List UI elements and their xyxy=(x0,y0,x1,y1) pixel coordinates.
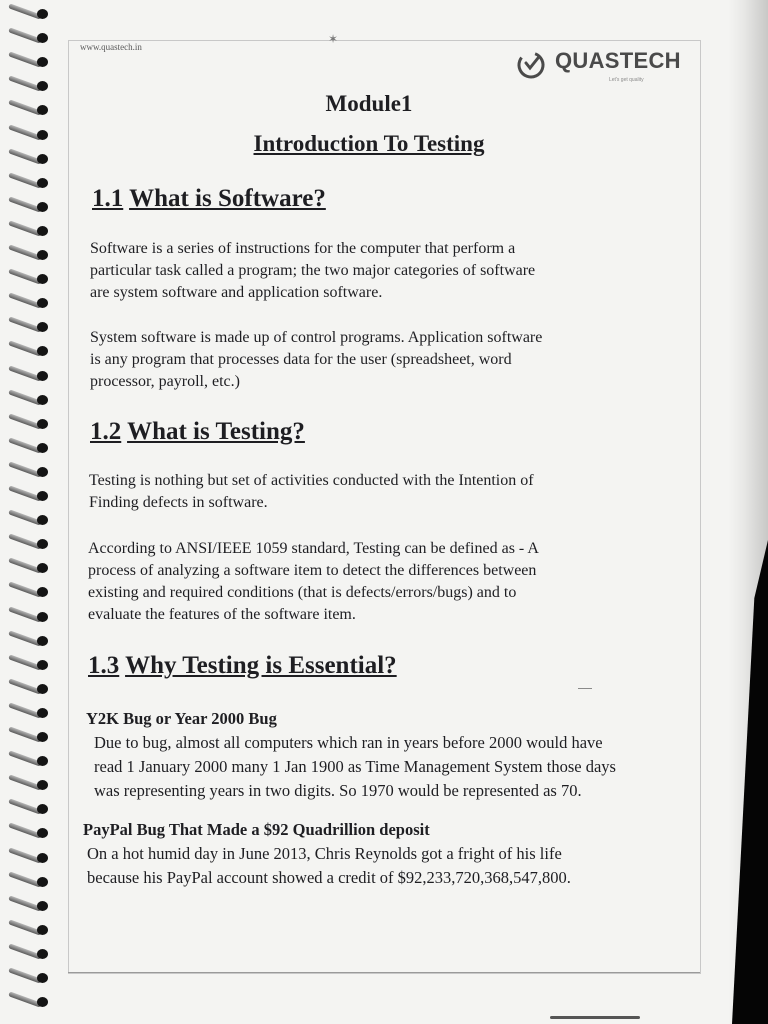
spiral-coil-icon xyxy=(8,54,52,66)
section-title: Why Testing is Essential? xyxy=(125,652,397,679)
quastech-logo-icon xyxy=(515,49,547,81)
punch-hole xyxy=(37,322,48,332)
section-number: 1.3 xyxy=(88,652,120,679)
page-scuff xyxy=(550,1016,640,1019)
spiral-coil-icon xyxy=(8,874,52,886)
punch-hole xyxy=(37,81,48,91)
text-line: Due to bug, almost all computers which ran in years before 2000 would have xyxy=(94,733,603,752)
spiral-coil-icon xyxy=(8,609,52,621)
spiral-coil-icon xyxy=(8,922,52,934)
spiral-coil-icon xyxy=(8,994,52,1006)
paragraph-system-software xyxy=(90,327,700,393)
punch-hole xyxy=(37,587,48,597)
spiral-coil-icon xyxy=(8,753,52,765)
website-url: www.quastech.in xyxy=(80,42,142,52)
text-line: Software is a series of instructions for the computer that perform a xyxy=(90,240,516,257)
punch-hole xyxy=(37,467,48,477)
text-line: because his PayPal account showed a credit of $92,233,720,368,547,800. xyxy=(87,868,571,887)
spiral-coil-icon xyxy=(8,633,52,645)
section-number: 1.2 xyxy=(90,418,122,445)
spiral-coil-icon xyxy=(8,850,52,862)
bottom-rule xyxy=(68,972,700,973)
text-line: existing and required conditions (that is defects/errors/bugs) and to xyxy=(88,584,517,601)
punch-hole xyxy=(37,949,48,959)
paragraph-ieee-definition xyxy=(88,538,698,626)
section-heading-1-3 xyxy=(88,652,397,680)
spiral-coil-icon xyxy=(8,488,52,500)
quastech-logo xyxy=(513,46,703,90)
text-line: On a hot humid day in June 2013, Chris Reynolds got a fright of his life xyxy=(87,844,562,863)
spiral-coil-icon xyxy=(8,319,52,331)
punch-hole xyxy=(37,804,48,814)
section-number: 1.1 xyxy=(92,185,124,212)
punch-hole xyxy=(37,636,48,646)
punch-hole xyxy=(37,901,48,911)
punch-hole xyxy=(37,877,48,887)
section-heading-1-2 xyxy=(90,418,305,446)
spiral-coil-icon xyxy=(8,223,52,235)
punch-hole xyxy=(37,563,48,573)
spiral-coil-icon xyxy=(8,729,52,741)
punch-hole xyxy=(37,660,48,670)
spiral-coil-icon xyxy=(8,175,52,187)
punch-hole xyxy=(37,395,48,405)
spiral-coil-icon xyxy=(8,946,52,958)
punch-hole xyxy=(37,202,48,212)
paragraph-y2k xyxy=(94,731,714,803)
example-heading-paypal: PayPal Bug That Made a $92 Quadrillion deposit xyxy=(83,820,430,839)
spiral-coil-icon xyxy=(8,801,52,813)
punch-hole xyxy=(37,419,48,429)
spiral-coil-icon xyxy=(8,6,52,18)
punch-hole xyxy=(37,9,48,19)
spiral-coil-icon xyxy=(8,199,52,211)
paragraph-paypal xyxy=(87,842,707,890)
spiral-coil-icon xyxy=(8,657,52,669)
punch-hole xyxy=(37,756,48,766)
spiral-coil-icon xyxy=(8,343,52,355)
punch-hole xyxy=(37,33,48,43)
punch-hole xyxy=(37,178,48,188)
spiral-coil-icon xyxy=(8,825,52,837)
section-title: What is Testing? xyxy=(127,418,305,445)
spiral-coil-icon xyxy=(8,271,52,283)
punch-hole xyxy=(37,828,48,838)
punch-hole xyxy=(37,732,48,742)
spiral-coil-icon xyxy=(8,464,52,476)
module-title: Module1 xyxy=(325,91,413,116)
spiral-coil-icon xyxy=(8,898,52,910)
text-line: process of analyzing a software item to detect the differences between xyxy=(88,562,537,579)
text-line: are system software and application software. xyxy=(90,284,383,301)
punch-hole xyxy=(37,515,48,525)
punch-hole xyxy=(37,346,48,356)
spiral-coil-icon xyxy=(8,368,52,380)
punch-hole xyxy=(37,298,48,308)
spiral-coil-icon xyxy=(8,560,52,572)
spiral-coil-icon xyxy=(8,536,52,548)
text-line: particular task called a program; the two major categories of software xyxy=(90,262,536,279)
text-line: processor, payroll, etc.) xyxy=(90,373,240,390)
spiral-coil-icon xyxy=(8,78,52,90)
spiral-coil-icon xyxy=(8,584,52,596)
text-line: Testing is nothing but set of activities conducted with the Intention of xyxy=(89,472,534,489)
stray-mark xyxy=(578,688,592,689)
punch-hole xyxy=(37,997,48,1007)
spiral-coil-icon xyxy=(8,392,52,404)
spiral-coil-icon xyxy=(8,512,52,524)
section-title: What is Software? xyxy=(129,185,326,212)
punch-hole xyxy=(37,684,48,694)
example-heading-y2k: Y2K Bug or Year 2000 Bug xyxy=(86,709,277,728)
text-line: is any program that processes data for the user (spreadsheet, word xyxy=(90,351,512,368)
punch-hole xyxy=(37,371,48,381)
punch-hole xyxy=(37,973,48,983)
punch-hole xyxy=(37,612,48,622)
spiral-coil-icon xyxy=(8,705,52,717)
page-title: Introduction To Testing xyxy=(253,131,485,156)
paragraph-testing-definition xyxy=(89,470,699,514)
punch-hole xyxy=(37,539,48,549)
punch-hole xyxy=(37,780,48,790)
text-line: was representing years in two digits. So 1970 would be represented as 70. xyxy=(94,781,582,800)
punch-hole xyxy=(37,226,48,236)
brand-tagline: Let's get quality xyxy=(609,77,644,83)
text-line: evaluate the features of the software item. xyxy=(88,606,356,623)
punch-hole xyxy=(37,250,48,260)
spiral-coil-icon xyxy=(8,681,52,693)
punch-hole xyxy=(37,853,48,863)
punch-hole xyxy=(37,491,48,501)
brand-name: QUASTECH xyxy=(555,48,681,73)
spiral-coil-icon xyxy=(8,416,52,428)
star-mark-icon: ✶ xyxy=(328,32,339,46)
spiral-coil-icon xyxy=(8,970,52,982)
spiral-coil-icon xyxy=(8,440,52,452)
spiral-coil-icon xyxy=(8,247,52,259)
section-heading-1-1 xyxy=(92,185,326,213)
spiral-coil-icon xyxy=(8,777,52,789)
punch-hole xyxy=(37,274,48,284)
text-line: Finding defects in software. xyxy=(89,494,268,511)
punch-hole xyxy=(37,925,48,935)
text-line: read 1 January 2000 many 1 Jan 1900 as Time Management System those days xyxy=(94,757,616,776)
spiral-coil-icon xyxy=(8,30,52,42)
spiral-coil-icon xyxy=(8,295,52,307)
punch-hole xyxy=(37,57,48,67)
paragraph-software-definition xyxy=(90,238,700,304)
text-line: System software is made up of control programs. Application software xyxy=(90,329,543,346)
punch-hole xyxy=(37,708,48,718)
text-line: According to ANSI/IEEE 1059 standard, Testing can be defined as - A xyxy=(88,540,539,557)
punch-hole xyxy=(37,443,48,453)
